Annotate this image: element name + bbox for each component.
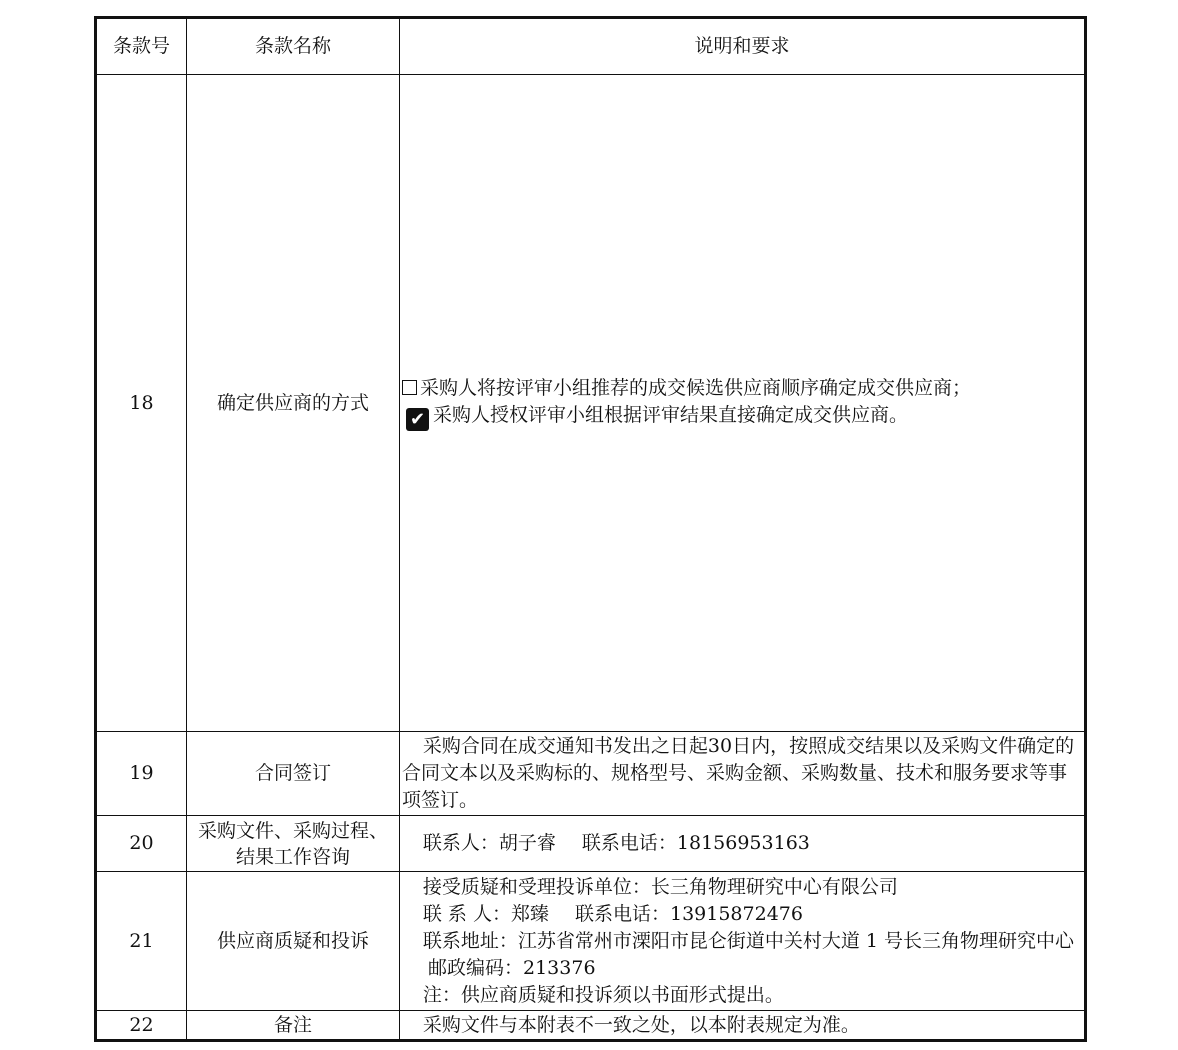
table-row	[96, 872, 1086, 1011]
contact-phone: 联系电话：18156953163	[581, 832, 810, 854]
clause-description	[400, 75, 1086, 732]
clause-description: 采购合同在成交通知书发出之日起30日内，按照成交结果以及采购文件确定的合同文本以及采购标的、规格型号、采购金额、采购数量、技术和服务要求等事项签订。	[400, 732, 1086, 816]
header-clause-name: 条款名称	[187, 18, 400, 75]
clause-name: 采购文件、采购过程、结果工作咨询	[187, 816, 400, 872]
complaint-unit: 接受质疑和受理投诉单位：长三角物理研究中心有限公司	[422, 875, 898, 898]
clause-name: 合同签订	[187, 732, 400, 816]
clause-name: 确定供应商的方式	[187, 75, 400, 732]
option-authorized-label: 采购人授权评审小组根据评审结果直接确定成交供应商。	[433, 404, 909, 426]
complaint-address-line	[402, 928, 1082, 982]
postal-code: 邮政编码：213376	[428, 956, 596, 979]
complaint-contact-line	[402, 901, 1082, 928]
checkbox-empty-icon	[402, 380, 417, 395]
option-authorized	[402, 402, 1082, 431]
contact-person: 联系人：胡子睿	[422, 832, 556, 854]
option-sequential-label: 采购人将按评审小组推荐的成交候选供应商顺序确定成交供应商；	[420, 377, 972, 399]
contact-person: 联 系 人：郑臻	[422, 902, 549, 925]
clause-description	[400, 816, 1086, 872]
clause-no: 21	[96, 872, 187, 1011]
clause-description: 采购文件与本附表不一致之处，以本附表规定为准。	[400, 1011, 1086, 1041]
table-row	[96, 732, 1086, 816]
table-row	[96, 75, 1086, 732]
header-row	[96, 18, 1086, 75]
clause-description	[400, 872, 1086, 1011]
option-sequential	[402, 375, 1082, 402]
clause-table	[94, 16, 1087, 1042]
clause-name: 备注	[187, 1011, 400, 1041]
clause-name: 供应商质疑和投诉	[187, 872, 400, 1011]
table-row	[96, 1011, 1086, 1041]
complaint-note: 注：供应商质疑和投诉须以书面形式提出。	[422, 983, 784, 1006]
header-description: 说明和要求	[400, 18, 1086, 75]
clause-no: 18	[96, 75, 187, 732]
table-row	[96, 816, 1086, 872]
contact-phone: 联系电话：13915872476	[574, 902, 803, 925]
clause-no: 19	[96, 732, 187, 816]
clause-no: 22	[96, 1011, 187, 1041]
header-clause-no: 条款号	[96, 18, 187, 75]
clause-no: 20	[96, 816, 187, 872]
contact-address: 联系地址：江苏省常州市溧阳市昆仑街道中关村大道 1 号长三角物理研究中心	[422, 929, 1075, 952]
checkbox-checked-icon: ✔	[406, 408, 429, 431]
